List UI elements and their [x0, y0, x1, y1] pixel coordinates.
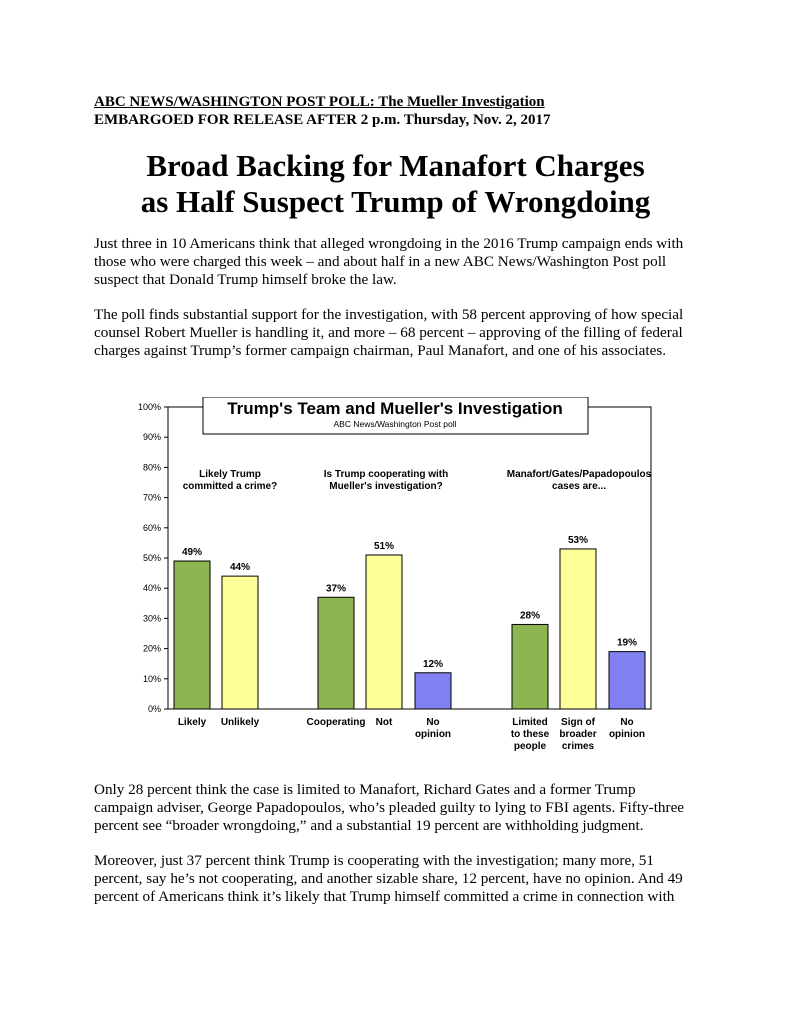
- bar: [415, 673, 451, 709]
- chart-subtitle: ABC News/Washington Post poll: [333, 419, 457, 429]
- y-tick-label: 70%: [142, 492, 161, 503]
- paragraph-1: [94, 235, 714, 290]
- question-label: committed a crime?: [182, 481, 278, 492]
- report-header-title: ABC NEWS/WASHINGTON POST POLL: The Mueller Investigation: [94, 94, 545, 110]
- headline-line-2: as Half Suspect Trump of Wrongdoing: [140, 184, 651, 219]
- paragraph-line: The poll finds substantial support for the investigation, with 58 percent approving of how special: [94, 306, 684, 323]
- category-label: opinion: [414, 729, 452, 740]
- bar: [512, 624, 548, 709]
- paragraph-line: suspect that Donald Trump himself broke the law.: [94, 271, 397, 289]
- category-label: crimes: [561, 741, 595, 752]
- y-tick-label: 0%: [147, 704, 161, 714]
- bar: [318, 597, 354, 709]
- bar-value-label: 19%: [616, 637, 638, 649]
- category-label: No: [426, 717, 440, 728]
- poll-bar-chart: [133, 397, 663, 772]
- paragraph-line: charges against Trump’s former campaign chairman, Paul Manafort, and one of his associates.: [94, 342, 667, 360]
- y-tick-label: 20%: [142, 643, 161, 654]
- bar-value-label: 51%: [373, 540, 395, 552]
- paragraph-line: Moreover, just 37 percent think Trump is cooperating with the investigation; many more, 51: [94, 852, 654, 869]
- bar: [174, 561, 210, 709]
- bar-value-label: 53%: [567, 534, 589, 546]
- bar: [366, 555, 402, 709]
- paragraph-line: percent of Americans think it’s likely that Trump himself committed a crime in connection with: [94, 888, 675, 906]
- category-label: broader: [559, 729, 597, 740]
- category-label: to these: [510, 729, 550, 740]
- paragraph-line: campaign adviser, George Papadopoulos, who’s pleaded guilty to lying to FBI agents. Fifty-three: [94, 799, 685, 817]
- y-tick-label: 50%: [142, 553, 161, 563]
- y-tick-label: 80%: [142, 462, 161, 473]
- chart-title: Trump's Team and Mueller's Investigation: [227, 399, 563, 418]
- headline-line-1: Broad Backing for Manafort Charges: [146, 148, 645, 183]
- category-label: Cooperating: [306, 717, 366, 728]
- bar: [609, 652, 645, 709]
- bar: [560, 549, 596, 709]
- category-label: Sign of: [561, 717, 595, 728]
- paragraph-line: Only 28 percent think the case is limited to Manafort, Richard Gates and a former Trump: [94, 781, 636, 798]
- embargo-notice: EMBARGOED FOR RELEASE AFTER 2 p.m. Thursday, Nov. 2, 2017: [94, 112, 551, 128]
- question-label: Is Trump cooperating with: [323, 469, 449, 480]
- paragraph-4: [94, 852, 714, 907]
- question-label: Manafort/Gates/Papadopoulos: [506, 469, 652, 480]
- category-label: Limited: [512, 717, 548, 728]
- y-tick-label: 100%: [137, 402, 161, 412]
- category-label: Likely: [177, 717, 207, 728]
- bar-value-label: 12%: [422, 658, 444, 670]
- paragraph-line: percent, say he’s not cooperating, and another sizable share, 12 percent, have no opinion. And 49: [94, 870, 683, 888]
- paragraph-line: those who were charged this week – and about half in a new ABC News/Washington Post poll: [94, 253, 667, 271]
- category-label: people: [513, 741, 547, 752]
- bar: [222, 576, 258, 709]
- paragraph-line: percent see “broader wrongdoing,” and a substantial 19 percent are withholding judgment.: [94, 817, 644, 835]
- y-tick-label: 30%: [142, 613, 161, 624]
- question-label: Mueller's investigation?: [329, 481, 443, 492]
- bar-value-label: 37%: [325, 583, 347, 595]
- paragraph-line: Just three in 10 Americans think that alleged wrongdoing in the 2016 Trump campaign ends with: [94, 235, 684, 252]
- paragraph-3: [94, 781, 714, 836]
- bar-value-label: 44%: [229, 562, 251, 574]
- y-tick-label: 10%: [142, 673, 161, 684]
- y-tick-label: 40%: [142, 583, 161, 594]
- category-label: Unlikely: [220, 717, 260, 728]
- paragraph-line: counsel Robert Mueller is handling it, and more – 68 percent – approving of the filling of federal: [94, 324, 683, 342]
- question-label: Likely Trump: [199, 469, 261, 480]
- y-tick-label: 90%: [142, 432, 161, 443]
- bar-value-label: 28%: [519, 610, 541, 622]
- category-label: Not: [375, 717, 393, 728]
- bar-value-label: 49%: [181, 547, 203, 559]
- question-label: cases are...: [552, 481, 606, 492]
- category-label: No: [620, 717, 634, 728]
- paragraph-2: [94, 306, 714, 361]
- category-label: opinion: [608, 729, 646, 740]
- y-tick-label: 60%: [142, 522, 161, 533]
